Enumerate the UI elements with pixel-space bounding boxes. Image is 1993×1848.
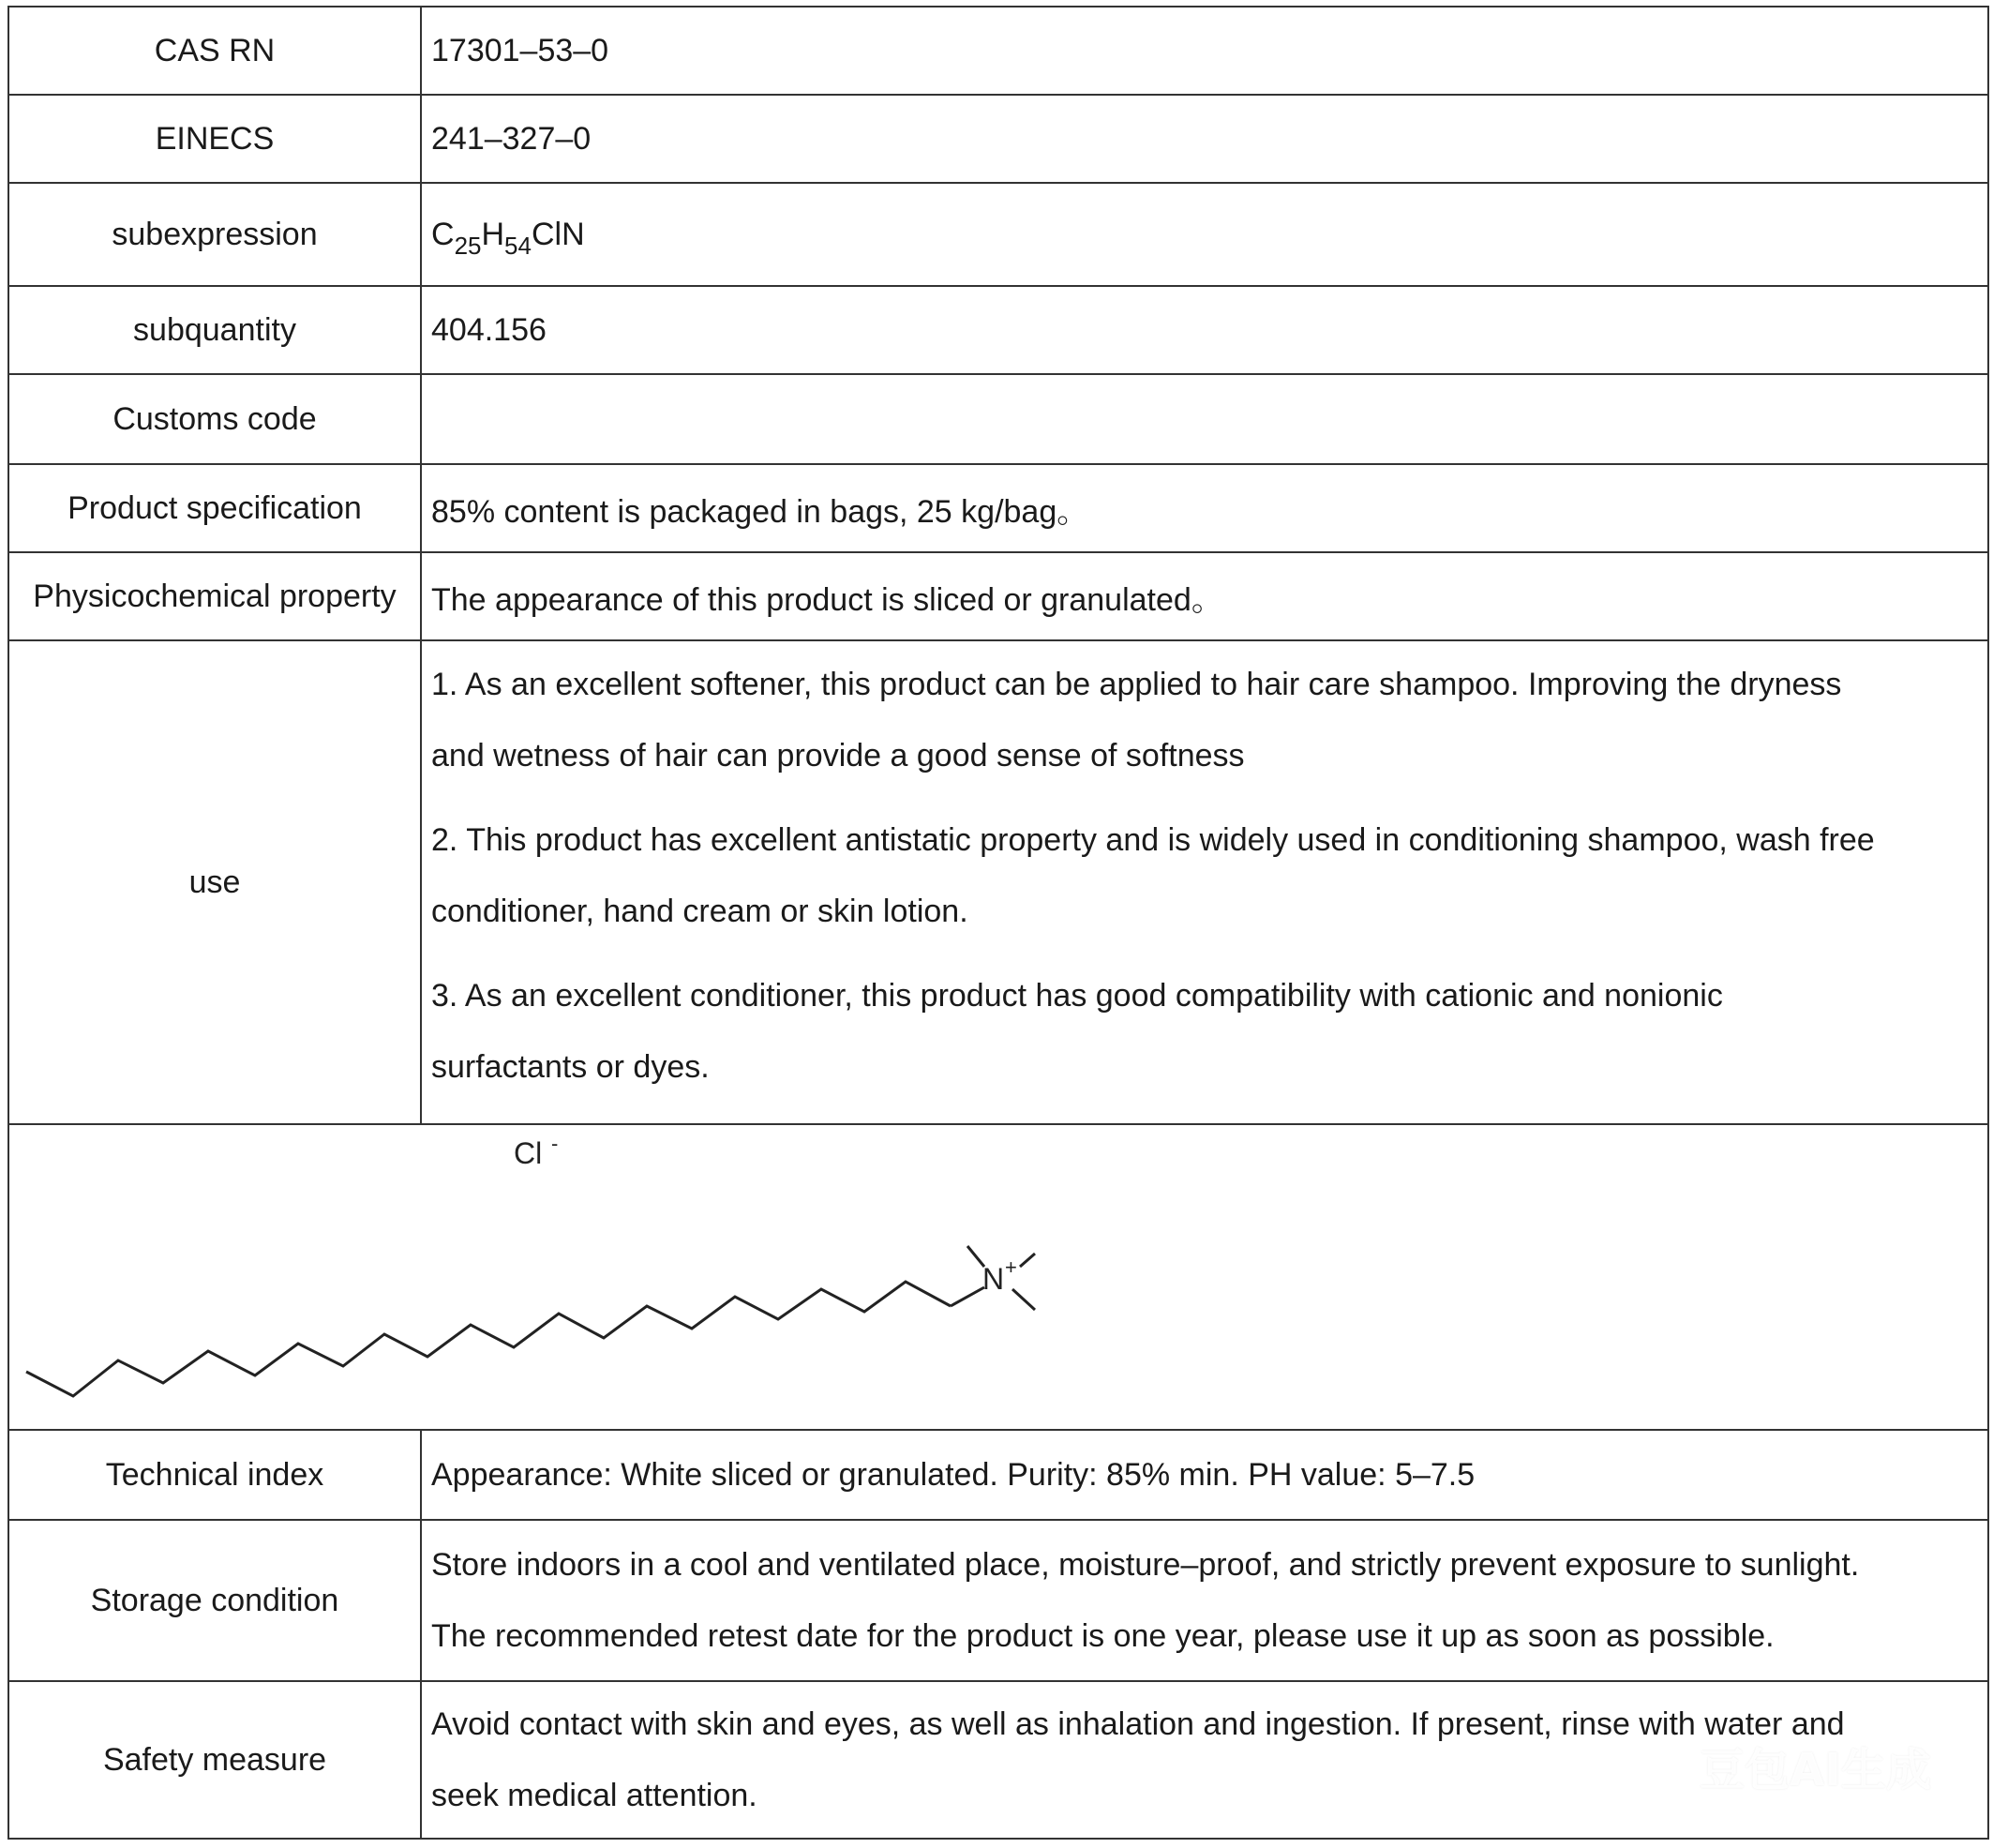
safety-line-1: Avoid contact with skin and eyes, as well as inhalation and ingestion. If present, rinse with water and [431, 1706, 1845, 1742]
row-safety [8, 1681, 1988, 1839]
use-item-2-line-2: conditioner, hand cream or skin lotion. [431, 894, 968, 929]
structure-diagram [9, 1126, 1987, 1428]
use-item-1-line-2: and wetness of hair can provide a good sense of softness [431, 738, 1245, 774]
storage-label: Storage condition [8, 1520, 421, 1681]
nitrogen-charge: + [1005, 1255, 1017, 1279]
formula-h: H [481, 216, 505, 252]
formula-label: subexpression [8, 183, 421, 286]
physchem-label: Physicochemical property [8, 552, 421, 640]
row-use [8, 640, 1988, 1124]
formula-c: C [431, 216, 455, 252]
use-item-1 [431, 649, 1980, 791]
storage-line-2: The recommended retest date for the product is one year, please use it up as soon as possible. [431, 1618, 1775, 1654]
use-value [421, 640, 1988, 1124]
cas-label: CAS RN [8, 7, 421, 95]
formula-value [421, 183, 1988, 286]
chloride-ion: Cl [514, 1136, 543, 1170]
storage-value [421, 1520, 1988, 1681]
row-einecs [8, 95, 1988, 183]
use-label: use [8, 640, 421, 1124]
tech-label: Technical index [8, 1430, 421, 1520]
spec-sheet [7, 6, 1989, 1843]
safety-line-2: seek medical attention. [431, 1778, 757, 1813]
mw-value: 404.156 [421, 286, 1988, 374]
formula-rest: ClN [531, 216, 585, 252]
methyl-bond-2 [1020, 1254, 1035, 1267]
spec-value: 85% content is packaged in bags, 25 kg/bag。 [421, 464, 1988, 552]
safety-label: Safety measure [8, 1681, 421, 1839]
chloride-charge: - [551, 1132, 559, 1155]
row-mw [8, 286, 1988, 374]
use-item-3-line-2: surfactants or dyes. [431, 1049, 710, 1085]
nitrogen-atom: N [982, 1262, 1005, 1296]
storage-line-1: Store indoors in a cool and ventilated place, moisture–proof, and strictly prevent exposure to sunlight. [431, 1547, 1860, 1583]
row-storage [8, 1520, 1988, 1681]
use-item-1-line-1: 1. As an excellent softener, this product can be applied to hair care shampoo. Improving the dryness [431, 667, 1842, 702]
row-spec [8, 464, 1988, 552]
row-customs [8, 374, 1988, 464]
use-item-3 [431, 960, 1980, 1103]
use-item-2 [431, 804, 1980, 947]
einecs-label: EINECS [8, 95, 421, 183]
cas-value: 17301–53–0 [421, 7, 1988, 95]
bond-to-nitrogen [951, 1287, 984, 1306]
formula-h-count: 54 [504, 231, 532, 260]
use-item-2-line-1: 2. This product has excellent antistatic property and is widely used in conditioning shampoo, wash free [431, 822, 1875, 858]
customs-value [421, 374, 1988, 464]
row-tech [8, 1430, 1988, 1520]
einecs-value: 241–327–0 [421, 95, 1988, 183]
row-structure [8, 1124, 1988, 1430]
physchem-value: The appearance of this product is sliced or granulated。 [421, 552, 1988, 640]
watermark: 豆包AI生成 [1699, 1744, 1931, 1796]
row-physchem [8, 552, 1988, 640]
row-cas [8, 7, 1988, 95]
use-item-3-line-1: 3. As an excellent conditioner, this product has good compatibility with cationic and nonionic [431, 978, 1723, 1014]
structure-svg [9, 1126, 1987, 1428]
structure-cell [8, 1124, 1988, 1430]
spec-label: Product specification [8, 464, 421, 552]
methyl-bond-3 [1012, 1289, 1035, 1310]
customs-label: Customs code [8, 374, 421, 464]
spec-table [7, 6, 1989, 1840]
row-formula [8, 183, 1988, 286]
formula-c-count: 25 [454, 231, 482, 260]
alkyl-chain [26, 1282, 951, 1396]
mw-label: subquantity [8, 286, 421, 374]
tech-value: Appearance: White sliced or granulated. Purity: 85% min. PH value: 5–7.5 [421, 1430, 1988, 1520]
